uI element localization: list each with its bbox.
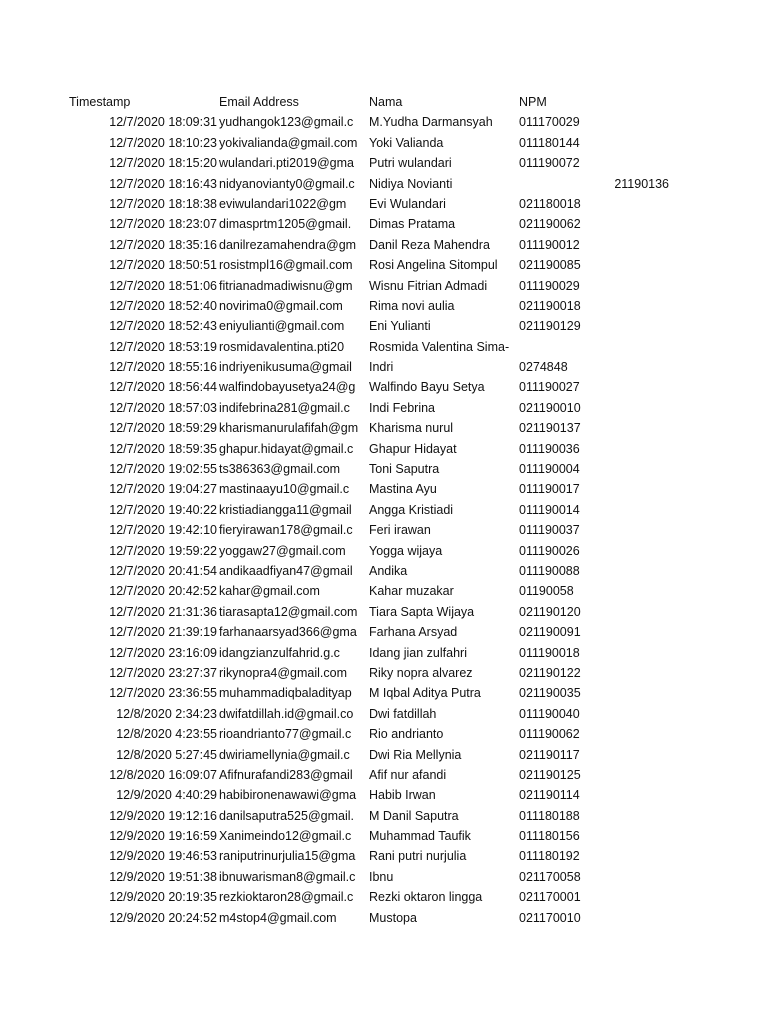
email-cell: rikynopra4@gmail.com [219,665,348,680]
nama-cell: Indi Febrina [369,400,436,415]
table-row [0,337,768,357]
timestamp-cell: 12/7/2020 18:23:07 [109,217,217,232]
nama-cell: Angga Kristiadi [369,502,454,517]
email-cell: farhanaarsyad366@gma [219,625,357,640]
npm-cell: 021170058 [519,869,581,884]
npm-cell: 011180192 [519,849,580,864]
table-row [0,357,768,377]
npm-cell: 01190058 [519,584,574,599]
header-npm: NPM [519,95,547,109]
nama-cell: Rosi Angelina Sitompul [369,258,498,273]
nama-cell: Andika [369,563,408,578]
nama-cell: Feri irawan [369,523,431,538]
npm-cell: 011190040 [519,706,580,721]
email-cell: dwiriamellynia@gmail.c [219,747,350,762]
email-cell: rosistmpl16@gmail.com [219,258,353,273]
nama-cell: Rani putri nurjulia [369,849,467,864]
table-row [0,296,768,316]
npm-cell: 021170010 [519,910,581,925]
npm-cell: 011190036 [519,441,580,456]
table-row [0,112,768,132]
npm-cell: 011180156 [519,829,580,844]
npm-cell: 011190029 [519,278,580,293]
spreadsheet [0,92,768,928]
npm-cell: 011190018 [519,645,580,660]
table-row [0,316,768,336]
email-cell: yudhangok123@gmail.c [219,115,354,130]
email-cell: mastinaayu10@gmail.c [219,482,350,497]
timestamp-cell: 12/9/2020 19:46:53 [109,849,217,864]
nama-cell: Farhana Arsyad [369,625,458,640]
nama-cell: M Danil Saputra [369,808,459,823]
email-cell: ibnuwarisman8@gmail.c [219,869,356,884]
table-row [0,846,768,866]
npm-cell: 011190027 [519,380,580,395]
timestamp-cell: 12/7/2020 19:02:55 [109,462,217,477]
table-row [0,418,768,438]
nama-cell: Rio andrianto [369,727,444,742]
timestamp-cell: 12/7/2020 18:52:40 [109,298,217,313]
npm-cell: 011190072 [519,156,580,171]
nama-cell: Nidiya Novianti [369,176,453,191]
email-cell: eniyulianti@gmail.com [219,319,345,334]
email-cell: Afifnurafandi283@gmail [219,767,353,782]
npm-cell: 011190012 [519,237,580,252]
timestamp-cell: 12/7/2020 19:42:10 [109,523,217,538]
timestamp-cell: 12/7/2020 18:53:19 [109,339,217,354]
email-cell: wulandari.pti2019@gma [219,156,354,171]
table-row [0,459,768,479]
email-cell: danilsaputra525@gmail. [219,808,354,823]
timestamp-cell: 12/7/2020 18:18:38 [109,196,217,211]
npm-cell: 021190129 [519,319,581,334]
email-cell: rioandrianto77@gmail.c [219,727,352,742]
table-row [0,133,768,153]
table-row [0,174,768,194]
timestamp-cell: 12/7/2020 18:59:35 [109,441,217,456]
nama-cell: Mastina Ayu [369,482,437,497]
timestamp-cell: 12/8/2020 4:23:55 [116,727,217,742]
npm-cell: 021190120 [519,604,581,619]
nama-cell: Dimas Pratama [369,217,456,232]
timestamp-cell: 12/9/2020 20:24:52 [109,910,217,925]
timestamp-cell: 12/9/2020 19:12:16 [109,808,217,823]
table-row [0,602,768,622]
nama-cell: Ghapur Hidayat [369,441,457,456]
timestamp-cell: 12/8/2020 16:09:07 [109,767,217,782]
email-cell: rezkioktaron28@gmail.c [219,890,354,905]
npm-cell: 011190026 [519,543,580,558]
timestamp-cell: 12/7/2020 19:59:22 [109,543,217,558]
nama-cell: Wisnu Fitrian Admadi [369,278,488,293]
nama-cell: Dwi Ria Mellynia [369,747,462,762]
email-cell: idangzianzulfahrid.g.c [219,645,340,660]
timestamp-cell: 12/7/2020 19:40:22 [109,502,217,517]
table-row [0,439,768,459]
nama-cell: Rezki oktaron lingga [369,890,483,905]
npm-cell: 021190010 [519,400,581,415]
nama-cell: Danil Reza Mahendra [369,237,490,252]
timestamp-cell: 12/7/2020 18:52:43 [109,319,217,334]
header-email: Email Address [219,95,299,109]
table-row [0,765,768,785]
nama-cell: Kharisma nurul [369,421,454,436]
npm-cell: 021190117 [519,747,580,762]
timestamp-cell: 12/7/2020 20:41:54 [109,563,217,578]
timestamp-cell: 12/7/2020 23:36:55 [109,686,217,701]
timestamp-cell: 12/9/2020 4:40:29 [116,788,217,803]
timestamp-cell: 12/7/2020 18:09:31 [109,115,217,130]
timestamp-cell: 12/7/2020 18:56:44 [109,380,217,395]
email-cell: muhammadiqbaladityap [219,686,352,701]
email-cell: habibironenawawi@gma [219,788,357,803]
email-cell: danilrezamahendra@gm [219,237,357,252]
npm-cell: 011190037 [519,523,580,538]
nama-cell: M.Yudha Darmansyah [369,115,493,130]
email-cell: fitrianadmadiwisnu@gm [219,278,353,293]
table-row [0,908,768,928]
email-cell: indriyenikusuma@gmail [219,360,352,375]
email-cell: yokivalianda@gmail.com [219,135,358,150]
nama-cell: Putri wulandari [369,156,452,171]
nama-cell: Kahar muzakar [369,584,454,599]
timestamp-cell: 12/7/2020 20:42:52 [109,584,217,599]
email-cell: andikaadfiyan47@gmail [219,563,353,578]
npm-cell: 021180018 [519,196,581,211]
email-cell: rosmidavalentina.pti20 [219,339,345,354]
npm-cell: 011190017 [519,482,580,497]
nama-cell: Eni Yulianti [369,319,431,334]
table-row [0,745,768,765]
timestamp-cell: 12/8/2020 2:34:23 [116,706,217,721]
email-cell: fieryirawan178@gmail.c [219,523,353,538]
table-row [0,479,768,499]
timestamp-cell: 12/7/2020 21:31:36 [109,604,217,619]
timestamp-cell: 12/7/2020 18:16:43 [109,176,217,191]
email-cell: Xanimeindo12@gmail.c [219,829,352,844]
email-cell: walfindobayusetya24@g [219,380,356,395]
nama-cell: Yoki Valianda [369,135,444,150]
email-cell: m4stop4@gmail.com [219,910,337,925]
npm-cell: 021170001 [519,890,581,905]
timestamp-cell: 12/7/2020 18:15:20 [109,156,217,171]
timestamp-cell: 12/9/2020 19:51:38 [109,869,217,884]
nama-cell: Idang jian zulfahri [369,645,467,660]
timestamp-cell: 12/9/2020 19:16:59 [109,829,217,844]
table-row [0,255,768,275]
table-row [0,561,768,581]
timestamp-cell: 12/7/2020 21:39:19 [109,625,217,640]
table-row [0,581,768,601]
timestamp-cell: 12/7/2020 23:16:09 [109,645,217,660]
npm-cell: 021190035 [519,686,581,701]
npm-cell: 0274848 [519,360,568,375]
nama-cell: Riky nopra alvarez [369,665,473,680]
timestamp-cell: 12/7/2020 18:10:23 [109,135,217,150]
nama-cell: Afif nur afandi [369,767,447,782]
email-cell: dwifatdillah.id@gmail.co [219,706,354,721]
nama-cell: Ibnu [369,869,394,884]
timestamp-cell: 12/7/2020 18:57:03 [109,400,217,415]
npm-cell: 021190062 [519,217,581,232]
email-cell: kahar@gmail.com [219,584,320,599]
table-row [0,153,768,173]
email-cell: ts386363@gmail.com [219,462,341,477]
nama-cell: Indri [369,360,394,375]
table-row [0,826,768,846]
table-row [0,398,768,418]
nama-cell: Walfindo Bayu Setya [369,380,485,395]
npm-cell: 011170029 [519,115,580,130]
table-body [0,112,768,928]
nama-cell: Mustopa [369,910,417,925]
table-row [0,663,768,683]
npm-cell: 021190122 [519,665,581,680]
email-cell: indifebrina281@gmail.c [219,400,350,415]
timestamp-cell: 12/8/2020 5:27:45 [116,747,217,762]
email-cell: novirima0@gmail.com [219,298,343,313]
timestamp-cell: 12/7/2020 18:59:29 [109,421,217,436]
npm-cell: 021190091 [519,625,581,640]
table-row [0,541,768,561]
npm-cell: 011190004 [519,462,580,477]
nama-cell: Evi Wulandari [369,196,446,211]
nama-cell: Yogga wijaya [369,543,443,558]
nama-cell: Rima novi aulia [369,298,455,313]
table-row [0,724,768,744]
nama-cell: Tiara Sapta Wijaya [369,604,475,619]
npm-cell: 011190014 [519,502,580,517]
email-cell: kharismanurulafifah@gm [219,421,359,436]
npm-cell: 011190088 [519,563,580,578]
nama-cell: Dwi fatdillah [369,706,437,721]
npm-cell: 021190137 [519,421,581,436]
timestamp-cell: 12/7/2020 18:50:51 [109,258,217,273]
nama-cell: Toni Saputra [369,462,440,477]
email-cell: ghapur.hidayat@gmail.c [219,441,354,456]
email-cell: kristiadiangga11@gmail [219,502,352,517]
header-nama: Nama [369,95,403,109]
email-cell: yoggaw27@gmail.com [219,543,346,558]
email-cell: dimasprtm1205@gmail. [219,217,352,232]
table-row [0,377,768,397]
timestamp-cell: 12/7/2020 18:55:16 [109,360,217,375]
table-row [0,785,768,805]
email-cell: eviwulandari1022@gm [219,196,347,211]
extra-cell: 21190136 [614,176,669,191]
table-row [0,276,768,296]
table-row [0,643,768,663]
timestamp-cell: 12/7/2020 19:04:27 [109,482,217,497]
nama-cell: Rosmida Valentina Sima- [369,339,510,354]
timestamp-cell: 12/7/2020 18:35:16 [109,237,217,252]
nama-cell: M Iqbal Aditya Putra [369,686,481,701]
table-row [0,520,768,540]
email-cell: nidyanovianty0@gmail.c [219,176,355,191]
npm-cell: 021190125 [519,767,581,782]
timestamp-cell: 12/7/2020 23:27:37 [109,665,217,680]
email-cell: tiarasapta12@gmail.com [219,604,358,619]
table-row [0,683,768,703]
npm-cell: 021190018 [519,298,581,313]
table-row [0,622,768,642]
table-row [0,806,768,826]
nama-cell: Muhammad Taufik [369,829,471,844]
npm-cell: 021190114 [519,788,580,803]
table-row [0,235,768,255]
npm-cell: 011180188 [519,808,580,823]
table-row [0,887,768,907]
nama-cell: Habib Irwan [369,788,436,803]
npm-cell: 021190085 [519,258,581,273]
table-row [0,704,768,724]
npm-cell: 011180144 [519,135,580,150]
header-row [0,92,768,112]
timestamp-cell: 12/7/2020 18:51:06 [109,278,217,293]
header-timestamp: Timestamp [69,95,131,109]
table-row [0,867,768,887]
table-row [0,194,768,214]
table-row [0,500,768,520]
email-cell: raniputrinurjulia15@gma [219,849,356,864]
npm-cell: 011190062 [519,727,580,742]
table-row [0,214,768,234]
timestamp-cell: 12/9/2020 20:19:35 [109,890,217,905]
